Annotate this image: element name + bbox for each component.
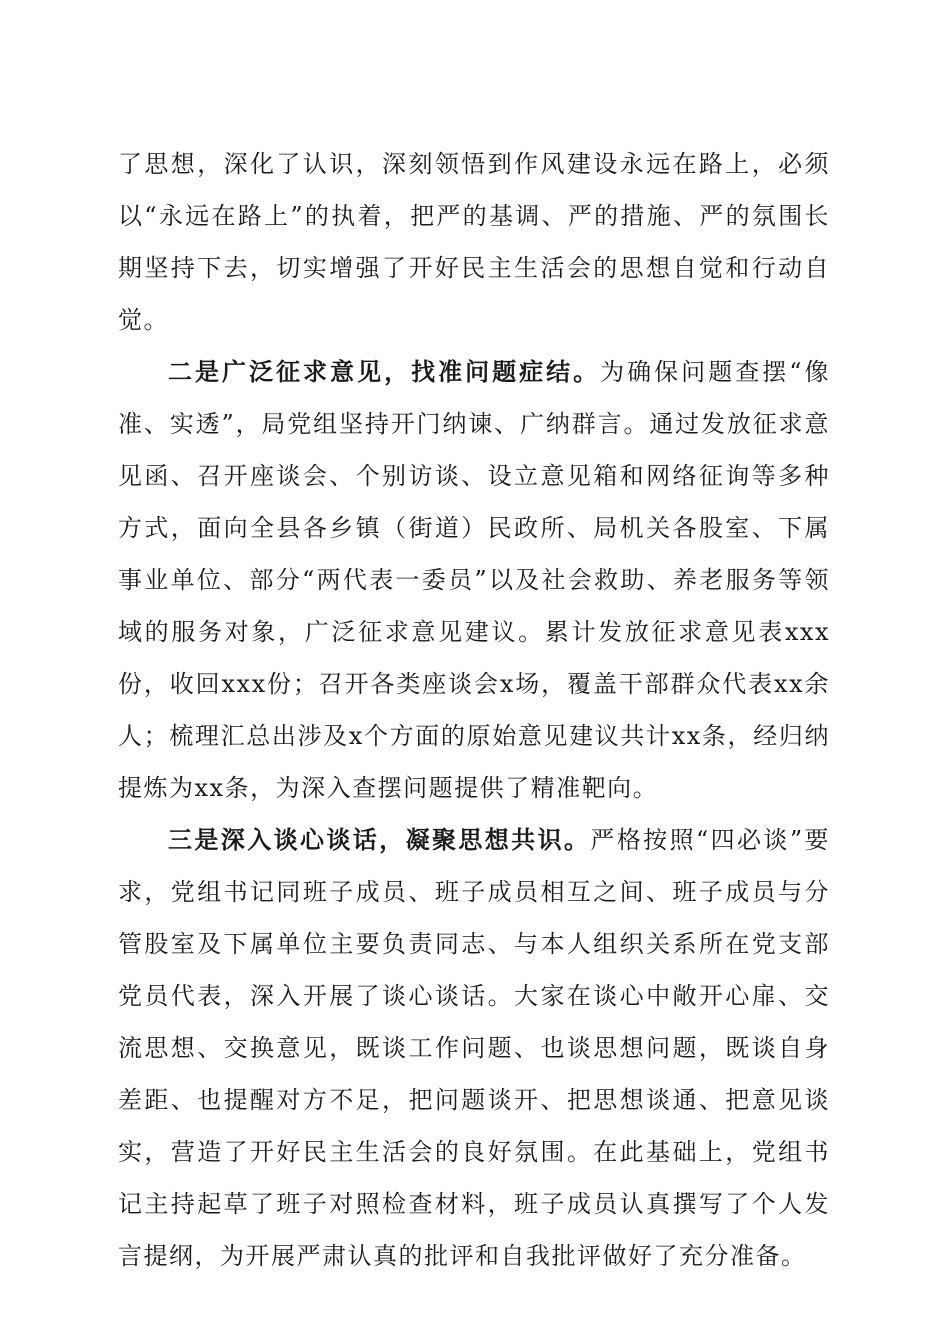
paragraph-continuation bbox=[118, 138, 830, 346]
paragraph-heading: 三是深入谈心谈话，凝聚思想共识。 bbox=[168, 826, 591, 854]
document-body bbox=[118, 138, 830, 1282]
paragraph-heart-to-heart-talks bbox=[118, 814, 830, 1282]
paragraph-solicit-opinions bbox=[118, 346, 830, 814]
paragraph-heading: 二是广泛征求意见，找准问题症结。 bbox=[168, 358, 601, 386]
paragraph-text: 严格按照“四必谈”要求，党组书记同班子成员、班子成员相互之间、班子成员与分管股室及下属单位主要负责同志、与本人组织关系所在党支部党员代表，深入开展了谈心谈话。大家在谈心中敞开心扉、交流思想、交换意见，既谈工作问题、也谈思想问题，既谈自身差距、也提醒对方不足，把问题谈开、把思想谈通、把意见谈实，营造了开好民主生活会的良好氛围。在此基础上，党组书记主持起草了班子对照检查材料，班子成员认真撰写了个人发言提纲，为开展严肃认真的批评和自我批评做好了充分准备。 bbox=[118, 826, 830, 1270]
paragraph-text: 为确保问题查摆“像准、实透”，局党组坚持开门纳谏、广纳群言。通过发放征求意见函、召开座谈会、个别访谈、设立意见箱和网络征询等多种方式，面向全县各乡镇（街道）民政所、局机关各股室、下属事业单位、部分“两代表一委员”以及社会救助、养老服务等领域的服务对象，广泛征求意见建议。累计发放征求意见表xxx份，收回xxx份；召开各类座谈会x场，覆盖干部群众代表xx余人；梳理汇总出涉及x个方面的原始意见建议共计xx条，经归纳提炼为xx条，为深入查摆问题提供了精准靶向。 bbox=[118, 358, 830, 802]
paragraph-text: 了思想，深化了认识，深刻领悟到作风建设永远在路上，必须以“永远在路上”的执着，把严的基调、严的措施、严的氛围长期坚持下去，切实增强了开好民主生活会的思想自觉和行动自觉。 bbox=[118, 150, 830, 334]
